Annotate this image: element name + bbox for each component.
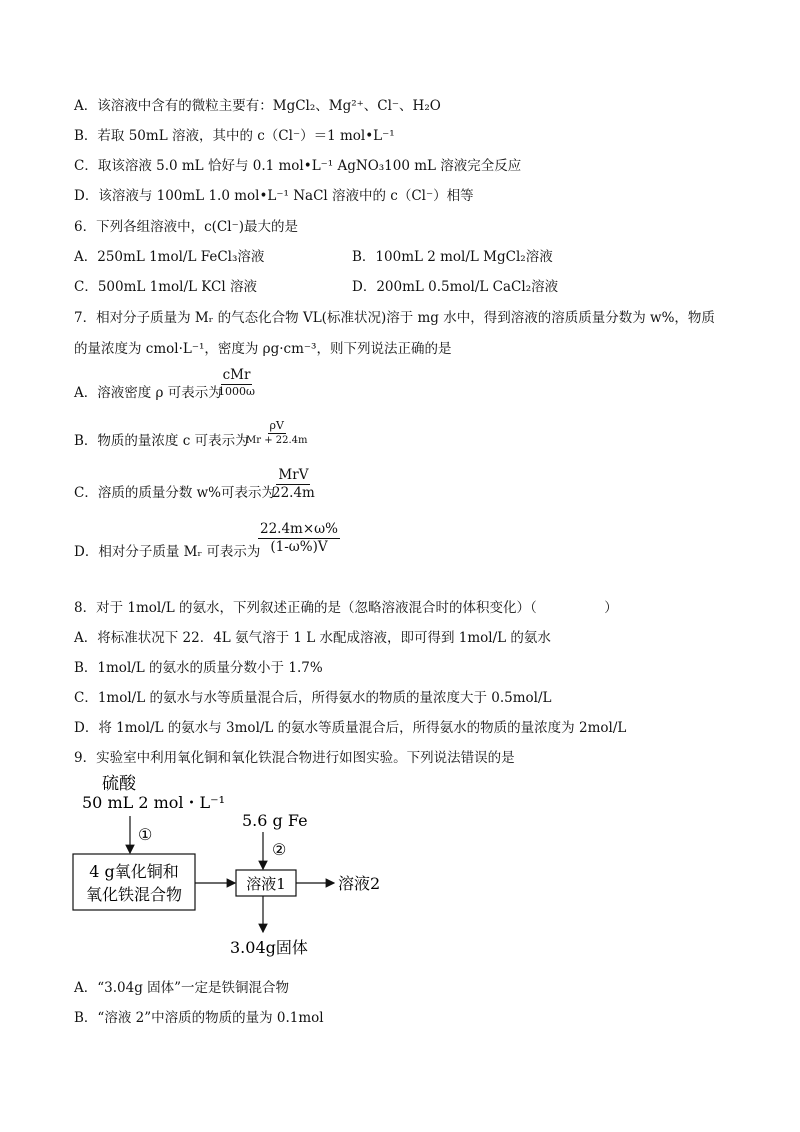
q6-option-d: D．200mL 0.5mol/L CaCl₂溶液 <box>352 279 559 295</box>
mixture-box-line1: 4 g氧化铜和 <box>89 862 179 881</box>
mixture-box-line2: 氧化铁混合物 <box>85 885 183 904</box>
q8-option-b: B．1mol/L 的氨水的质量分数小于 1.7% <box>74 660 323 676</box>
solution1-box <box>236 870 296 896</box>
q5-option-d: D．该溶液与 100mL 1.0 mol•L⁻¹ NaCl 溶液中的 c（Cl⁻）相等 <box>74 188 474 204</box>
q7-option-d-fraction <box>258 522 340 555</box>
fraction-denominator: (1-ω%)V <box>270 538 328 555</box>
q7-option-c-fraction <box>272 468 315 501</box>
fraction-numerator: 22.4m×ω% <box>260 521 339 537</box>
q7-stem-line2: 的量浓度为 cmol·L⁻¹，密度为 ρg·cm⁻³，则下列说法正确的是 <box>74 341 452 357</box>
q8-option-c: C．1mol/L 的氨水与水等质量混合后，所得氨水的物质的量浓度大于 0.5mol/L <box>74 690 552 706</box>
mixture-box <box>73 854 195 910</box>
solution2-label: 溶液2 <box>338 874 381 893</box>
q9-option-b: B．“溶液 2”中溶质的物质的量为 0.1mol <box>74 1010 324 1026</box>
q8-option-a: A．将标准状况下 22．4L 氨气溶于 1 L 水配成溶液，即可得到 1mol/L 的氨水 <box>74 630 551 646</box>
step2-marker: ② <box>272 840 287 859</box>
q7-option-b-fraction <box>246 420 308 446</box>
q5-option-c: C．取该溶液 5.0 mL 恰好与 0.1 mol•L⁻¹ AgNO₃100 mL 溶液完全反应 <box>74 158 522 174</box>
solution1-label: 溶液1 <box>246 875 286 893</box>
fraction-denominator: 1000ω <box>218 384 255 398</box>
q8-option-d: D．将 1mol/L 的氨水与 3mol/L 的氨水等质量混合后，所得氨水的物质的量浓度为 2mol/L <box>74 720 627 736</box>
q7-option-a-text: A．溶液密度 ρ 可表示为 <box>74 385 222 401</box>
q9-stem: 9．实验室中利用氧化铜和氧化铁混合物进行如图实验。下列说法错误的是 <box>74 750 515 766</box>
fraction-denominator: 22.4m <box>272 484 315 501</box>
fraction-numerator: ρV <box>268 420 286 434</box>
q6-stem: 6．下列各组溶液中，c(Cl⁻)最大的是 <box>74 219 298 235</box>
solid-output-label: 3.04g固体 <box>230 938 308 957</box>
q5-option-a: A．该溶液中含有的微粒主要有：MgCl₂、Mg²⁺、Cl⁻、H₂O <box>74 98 441 114</box>
q9-option-a: A．“3.04g 固体”一定是铁铜混合物 <box>74 980 290 996</box>
q5-option-b: B．若取 50mL 溶液，其中的 c（Cl⁻）＝1 mol•L⁻¹ <box>74 128 395 144</box>
q7-option-a-fraction <box>218 368 255 398</box>
q7-stem-line1: 7．相对分子质量为 Mᵣ 的气态化合物 VL(标准状况)溶于 mg 水中，得到溶液的溶质质量分数为 w%，物质 <box>74 310 715 326</box>
acid-amount-label: 50 mL 2 mol・L⁻¹ <box>82 793 226 812</box>
acid-name-label: 硫酸 <box>102 774 136 794</box>
q6-option-c: C．500mL 1mol/L KCl 溶液 <box>74 279 257 295</box>
q7-option-d-text: D．相对分子质量 Mᵣ 可表示为 <box>74 544 261 560</box>
q8-stem: 8．对于 1mol/L 的氨水，下列叙述正确的是（忽略溶液混合时的体积变化）（ ） <box>74 600 618 616</box>
q7-option-c-text: C．溶质的质量分数 w%可表示为 <box>74 485 276 501</box>
fe-amount-label: 5.6 g Fe <box>242 811 308 830</box>
fraction-denominator: Mr + 22.4m <box>246 435 308 447</box>
q7-option-b-text: B．物质的量浓度 c 可表示为 <box>74 433 249 449</box>
q6-option-a: A．250mL 1mol/L FeCl₃溶液 <box>74 249 265 265</box>
fraction-numerator: cMr <box>222 367 251 383</box>
step1-marker: ① <box>138 825 153 844</box>
q6-option-b: B．100mL 2 mol/L MgCl₂溶液 <box>352 249 553 265</box>
fraction-numerator: MrV <box>278 467 309 483</box>
